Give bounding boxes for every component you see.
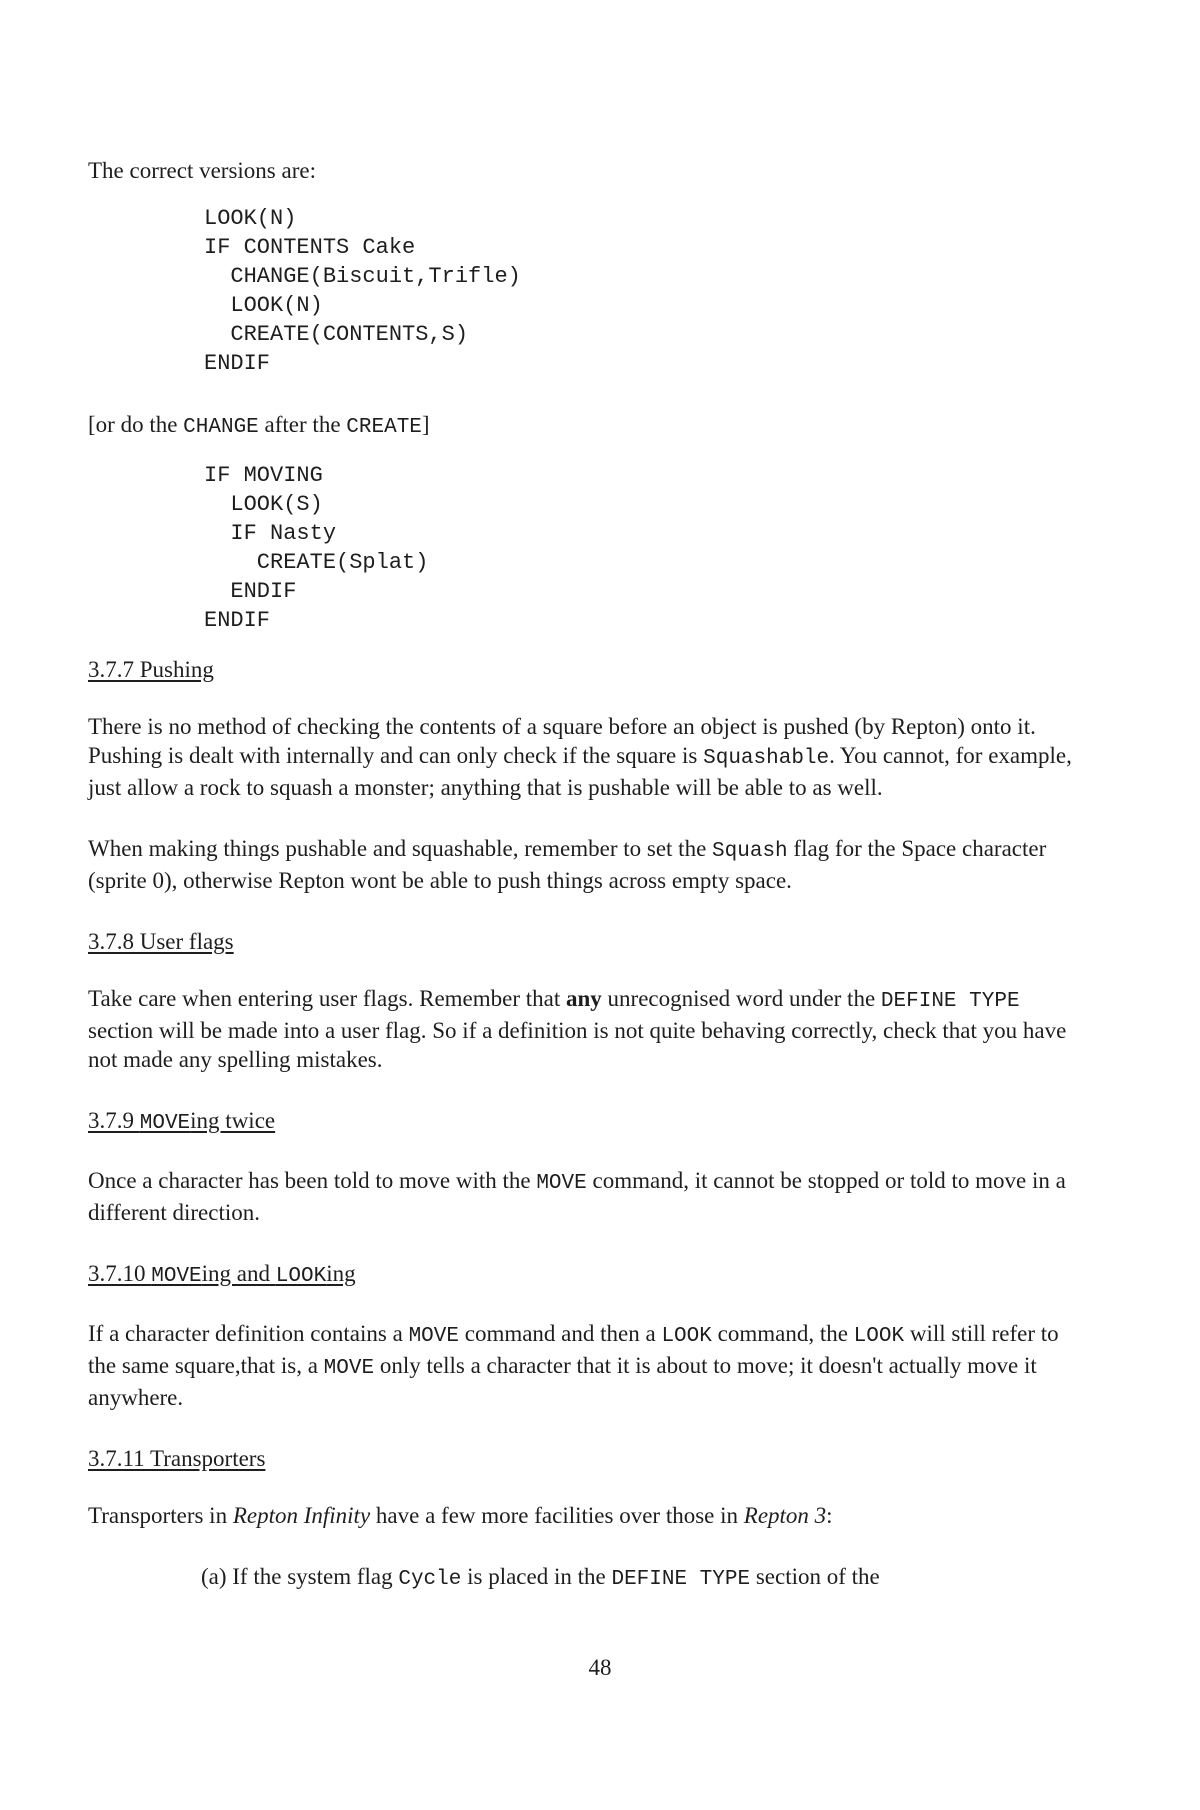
code-line: IF Nasty: [204, 521, 337, 546]
intro-text: The correct versions are:: [88, 158, 316, 183]
code-line: LOOK(N): [204, 206, 297, 231]
code-line: LOOK(N): [204, 293, 323, 318]
paragraph: Once a character has been told to move with the MOVE command, it cannot be stopped or told to move in a different direction.: [88, 1168, 1066, 1225]
paragraph: Take care when entering user flags. Remember that any unrecognised word under the DEFINE TYPE section will be made into a user flag. So if a definition is not quite behaving correctly, check that you have not made any spelling mistakes.: [88, 986, 1067, 1072]
section-heading-3710: 3.7.10 MOVEing and LOOKing: [88, 1261, 356, 1288]
code-line: IF CONTENTS Cake: [204, 235, 416, 260]
code-line: CHANGE(Biscuit,Trifle): [204, 264, 521, 289]
document-page: [88, 156, 1078, 1594]
section-heading-3711: 3.7.11 Transporters: [88, 1446, 266, 1471]
list-item: (a) If the system flag Cycle is placed in the DEFINE TYPE section of the: [201, 1564, 880, 1591]
code-line: CREATE(Splat): [204, 550, 429, 575]
paragraph: There is no method of checking the contents of a square before an object is pushed (by Repton) onto it. Pushing is dealt with internally and can only check if the square is Squashable. You cannot, for example, just allow a rock to squash a monster; anything that is pushable will be able to as well.: [88, 714, 1072, 800]
section-heading-378: 3.7.8 User flags: [88, 929, 234, 954]
code-line: ENDIF: [204, 351, 271, 376]
section-heading-377: 3.7.7 Pushing: [88, 657, 214, 682]
code-block-1: [204, 204, 1078, 378]
code-line: CREATE(CONTENTS,S): [204, 322, 469, 347]
page-number: 48: [588, 1655, 612, 1680]
paragraph: Transporters in Repton Infinity have a few more facilities over those in Repton 3:: [88, 1503, 833, 1528]
note-text: [or do the CHANGE after the CREATE]: [88, 412, 430, 439]
paragraph: If a character definition contains a MOVE command and then a LOOK command, the LOOK will still refer to the same square,that is, a MOVE only tells a character that it is about to move; it doesn't actually move it anywhere.: [88, 1321, 1059, 1410]
code-line: ENDIF: [204, 608, 271, 633]
paragraph: When making things pushable and squashable, remember to set the Squash flag for the Space character (sprite 0), otherwise Repton wont be able to push things across empty space.: [88, 836, 1047, 893]
code-line: IF MOVING: [204, 463, 323, 488]
section-heading-379: 3.7.9 MOVEing twice: [88, 1108, 276, 1135]
code-block-2: [204, 461, 1078, 635]
code-line: LOOK(S): [204, 492, 323, 517]
code-line: ENDIF: [204, 579, 297, 604]
